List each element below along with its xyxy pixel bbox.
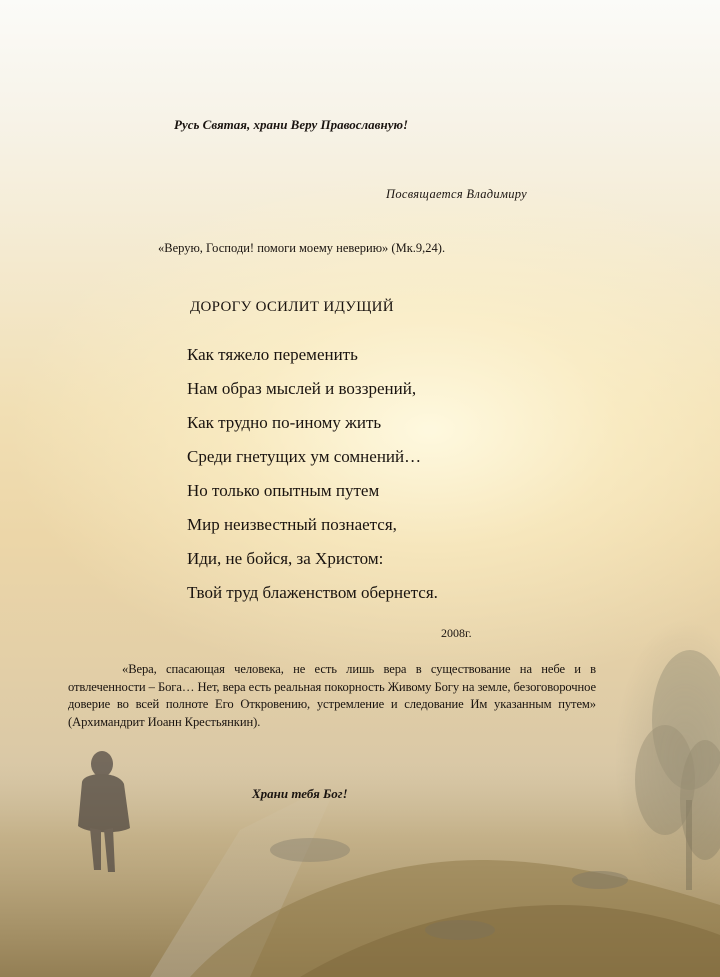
poem-title: ДОРОГУ ОСИЛИТ ИДУЩИЙ [190, 299, 394, 315]
poem-line: Мир неизвестный познается, [187, 515, 397, 534]
rock [572, 871, 628, 889]
epigraph: «Верую, Господи! помоги моему неверию» (Мк.9,24). [158, 241, 446, 255]
poem-line: Но только опытным путем [187, 481, 380, 500]
quote-paragraph: «Вера, спасающая человека, не есть лишь вера в существование на небе и в отвлеченности – Бога… Нет, вера есть реальная покорность Живому Богу на земле, безоговорочное доверие во всей полноте Его Откровению, устремление и следование Им указанным путем» (Архимандрит Иоанн Крестьянкин). [68, 662, 596, 729]
motto-heading: Русь Святая, храни Веру Православную! [174, 117, 409, 132]
closing-blessing: Храни тебя Бог! [252, 786, 348, 801]
poem-line: Нам образ мыслей и воззрений, [187, 379, 417, 398]
poem-verse [187, 338, 438, 610]
poem-line: Среди гнетущих ум сомнений… [187, 447, 422, 466]
dedication: Посвящается Владимиру [386, 187, 528, 201]
poem-line: Твой труд блаженством обернется. [187, 583, 438, 602]
poem-line: Иди, не бойся, за Христом: [187, 549, 384, 568]
rock [425, 920, 495, 940]
rock [270, 838, 350, 862]
poem-year: 2008г. [441, 626, 472, 640]
poem-line: Как тяжело переменить [187, 345, 358, 364]
poem-line: Как трудно по-иному жить [187, 413, 382, 432]
